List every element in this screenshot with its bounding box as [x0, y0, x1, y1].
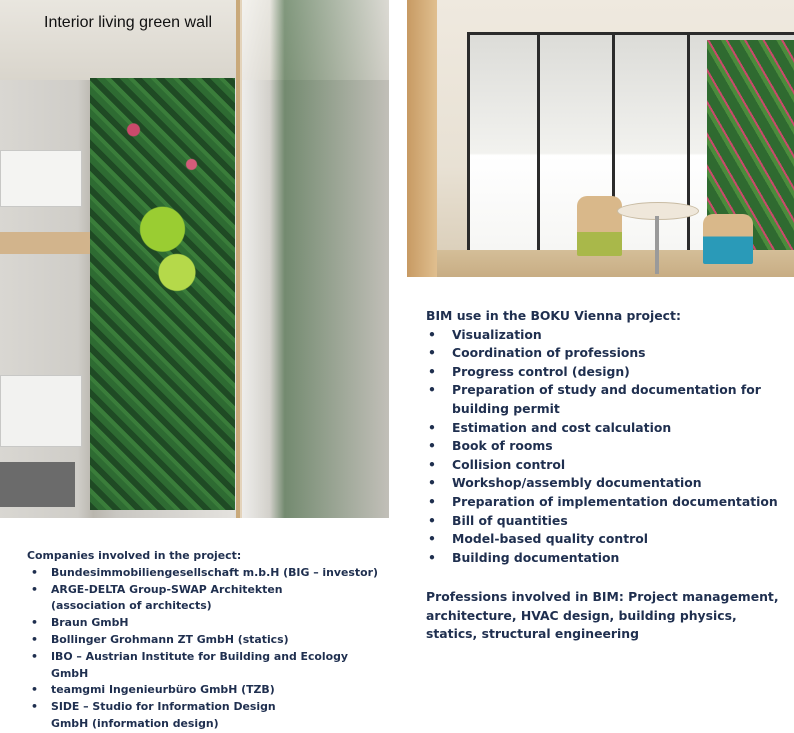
professions-paragraph: [426, 588, 791, 644]
list-item: • Coordination of professions: [426, 344, 791, 363]
companies-title: Companies involved in the project:: [27, 549, 242, 562]
companies-list: [27, 565, 387, 733]
list-item: • IBO – Austrian Institute for Building and Ecology GmbH: [27, 649, 387, 683]
list-item: • Preparation of study and documentation for building permit: [426, 381, 791, 418]
list-item: • Bundesimmobiliengesellschaft m.b.H (BIG – investor): [27, 565, 387, 582]
list-item: • Estimation and cost calculation: [426, 419, 791, 438]
list-item: • SIDE – Studio for Information Design GmbH (information design): [27, 699, 387, 733]
list-item: • Collision control: [426, 456, 791, 475]
list-item: • Book of rooms: [426, 437, 791, 456]
list-item: • Workshop/assembly documentation: [426, 474, 791, 493]
photo-caption: Interior living green wall: [44, 14, 213, 31]
professions-text: Project management, architecture, HVAC design, building physics, statics, structural engineering: [426, 589, 779, 642]
bim-use-section: [426, 307, 791, 567]
chair-blue: [703, 214, 753, 264]
list-item: • Visualization: [426, 326, 791, 345]
chair-green: [577, 196, 622, 256]
interior-photo: [407, 0, 794, 277]
bim-use-title: BIM use in the BOKU Vienna project:: [426, 308, 681, 323]
list-item: • Preparation of implementation documentation: [426, 493, 791, 512]
living-green-wall: [90, 78, 235, 510]
list-item: • Bill of quantities: [426, 512, 791, 531]
list-item: • ARGE-DELTA Group-SWAP Architekten (association of architects): [27, 582, 387, 616]
companies-section: [27, 548, 387, 733]
list-item: • Progress control (design): [426, 363, 791, 382]
list-item: • Model-based quality control: [426, 530, 791, 549]
bim-use-list: [426, 326, 791, 568]
list-item: • teamgmi Ingenieurbüro GmbH (TZB): [27, 682, 387, 699]
list-item: • Bollinger Grohmann ZT GmbH (statics): [27, 632, 387, 649]
professions-label: Professions involved in BIM:: [426, 589, 624, 604]
list-item: • Braun GmbH: [27, 615, 387, 632]
list-item: • Building documentation: [426, 549, 791, 568]
green-wall-photo: [0, 0, 389, 518]
